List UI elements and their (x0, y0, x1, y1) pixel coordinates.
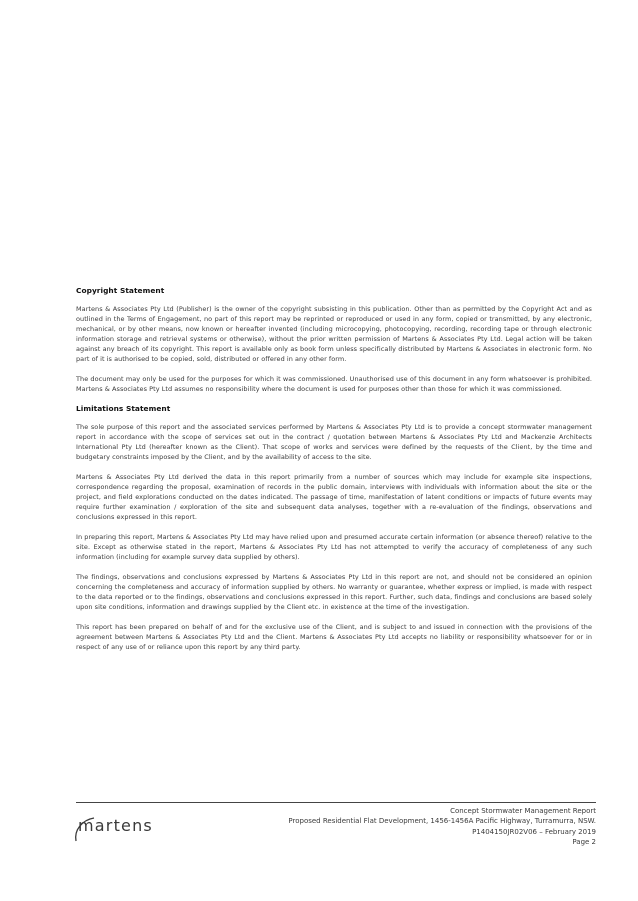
limitations-paragraph-5: This report has been prepared on behalf of and for the exclusive use of the Client, and is subject to and issued in connection with the provisions of the agreement between Martens & Associates Pty Ltd and the Client. Martens & Associates Pty Ltd accepts no liability or responsibility whatsoever for or in respect of any use of or reliance upon this report by any third party. (76, 623, 592, 651)
limitations-heading: Limitations Statement (76, 404, 171, 413)
limitations-paragraph-3: In preparing this report, Martens & Associates Pty Ltd may have relied upon and presumed accurate certain information (or absence thereof) relative to the site. Except as otherwise stated in the report, Martens & Associates Pty Ltd has not attempted to verify the accuracy of completeness of any such information (including for example survey data supplied by others). (76, 533, 592, 561)
limitations-paragraph-2: Martens & Associates Pty Ltd derived the data in this report primarily from a number of sources which may include for example site inspections, correspondence regarding the proposal, examination of records in the public domain, interviews with individuals with information about the site or the project, and field explorations conducted on the dates indicated. The passage of time, manifestation of latent conditions or impacts of future events may require further examination / exploration of the site and subsequent data analyses, together with a re-evaluation of the findings, observations and conclusions expressed in this report. (76, 473, 592, 521)
footer-report-title: Concept Stormwater Management Report (450, 807, 596, 815)
limitations-paragraph-4: The findings, observations and conclusions expressed by Martens & Associates Pty Ltd in this report are not, and should not be considered an opinion concerning the completeness and accuracy of information supplied by others. No warranty or guarantee, whether express or implied, is made with respect to the data reported or to the findings, observations and conclusions expressed in this report. Further, such data, findings and conclusions are based solely upon site conditions, information and drawings supplied by the Client etc. in existence at the time of the investigation. (76, 573, 592, 611)
footer-divider (76, 802, 596, 803)
footer-page-number: Page 2 (572, 837, 596, 846)
copyright-paragraph-1: Martens & Associates Pty Ltd (Publisher) is the owner of the copyright subsisting in this publication. Other than as permitted by the Copyright Act and as outlined in the Terms of Engagement, no part of this report may be reprinted or reproduced or used in any form, copied or transmitted, by any electronic, mechanical, or by other means, now known or hereafter invented (including microcopying, photocopying, recording, recording tape or through electronic information storage and retrieval systems or otherwise), without the prior written permission of Martens & Associates Pty Ltd. Legal action will be taken against any breach of its copyright. This report is available only as book form unless specifically distributed by Martens & Associates in electronic form. No part of it is authorised to be copied, sold, distributed or offered in any other form. (76, 305, 592, 363)
footer-reference: P1404150JR02V06 – February 2019 (472, 827, 596, 836)
limitations-paragraph-1: The sole purpose of this report and the associated services performed by Martens & Associates Pty Ltd is to provide a concept stormwater management report in accordance with the scope of services set out in the contract / quotation between Martens & Associates Pty Ltd and Mackenzie Architects International Pty Ltd (hereafter known as the Client). That scope of works and services were defined by the requests of the Client, by the time and budgetary constraints imposed by the Client, and by the availability of access to the site. (76, 423, 592, 461)
copyright-paragraph-2: The document may only be used for the purposes for which it was commissioned. Unauthorised use of this document in any form whatsoever is prohibited. Martens & Associates Pty Ltd assumes no responsibility where the document is used for purposes other than those for which it was commissioned. (76, 375, 592, 393)
copyright-heading: Copyright Statement (76, 286, 165, 295)
page-body (76, 286, 592, 662)
footer-info (288, 806, 596, 847)
logo-wordmark: martens (78, 816, 153, 835)
footer-project: Proposed Residential Flat Development, 1456-1456A Pacific Highway, Turramurra, NSW. (288, 817, 596, 826)
